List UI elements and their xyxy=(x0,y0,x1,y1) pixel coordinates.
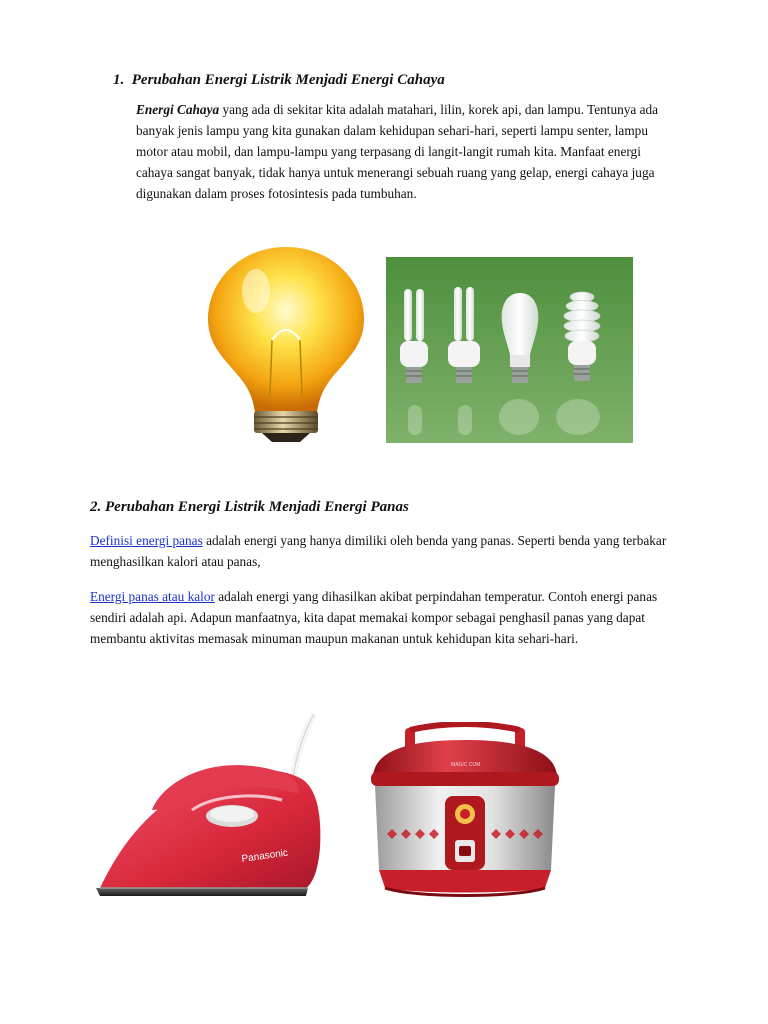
incandescent-bulb-image xyxy=(200,245,372,445)
cooker-brand-label: MAGIC COM xyxy=(451,762,481,768)
energi-panas-kalor-link[interactable]: Energi panas atau kalor xyxy=(90,589,215,604)
section-2-heading: 2. Perubahan Energi Listrik Menjadi Energi Panas xyxy=(90,499,409,515)
energi-cahaya-term: Energi Cahaya xyxy=(136,102,220,117)
electric-iron-image xyxy=(92,712,332,898)
section-1-body: yang ada di sekitar kita adalah matahari, lilin, korek api, dan lampu. Tentunya ada banyak jenis lampu yang kita gunakan dalam kehidupan sehari-hari, seperti lampu senter, lampu motor atau mobil, dan lampu-lampu yang terpasang di langit-langit rumah kita. Manfaat energi cahaya sangat banyak, tidak hanya untuk menerangi sebuah ruang yang gelap, energi cahaya juga digunakan dalam proses fotosintesis pada tumbuhan. xyxy=(136,102,659,201)
section-2-paragraph-2 xyxy=(90,586,670,649)
section-2-p2-body: adalah energi yang dihasilkan akibat perpindahan temperatur. Contoh energi panas sendiri adalah api. Adapun manfaatnya, kita dapat memakai kompor sebagai penghasil panas yang dapat membantu aktivitas memasak minuman maupun makanan untuk kehidupan kita sehari-hari. xyxy=(90,589,658,646)
section-2-p1-body: adalah energi yang hanya dimiliki oleh benda yang panas. Seperti benda yang terbakar menghasilkan kalori atau panas, xyxy=(90,533,667,569)
section-1-heading xyxy=(113,72,445,89)
section-1-number: 1. xyxy=(113,72,125,88)
section-1-paragraph xyxy=(136,99,676,204)
iron-brand-label: Panasonic xyxy=(240,847,289,865)
section-2-paragraph-1 xyxy=(90,530,670,572)
rice-cooker-image xyxy=(365,722,565,900)
section-1-title: Perubahan Energi Listrik Menjadi Energi Cahaya xyxy=(131,72,445,88)
definisi-energi-panas-link[interactable]: Definisi energi panas xyxy=(90,533,203,548)
cfl-bulbs-image xyxy=(386,257,633,443)
